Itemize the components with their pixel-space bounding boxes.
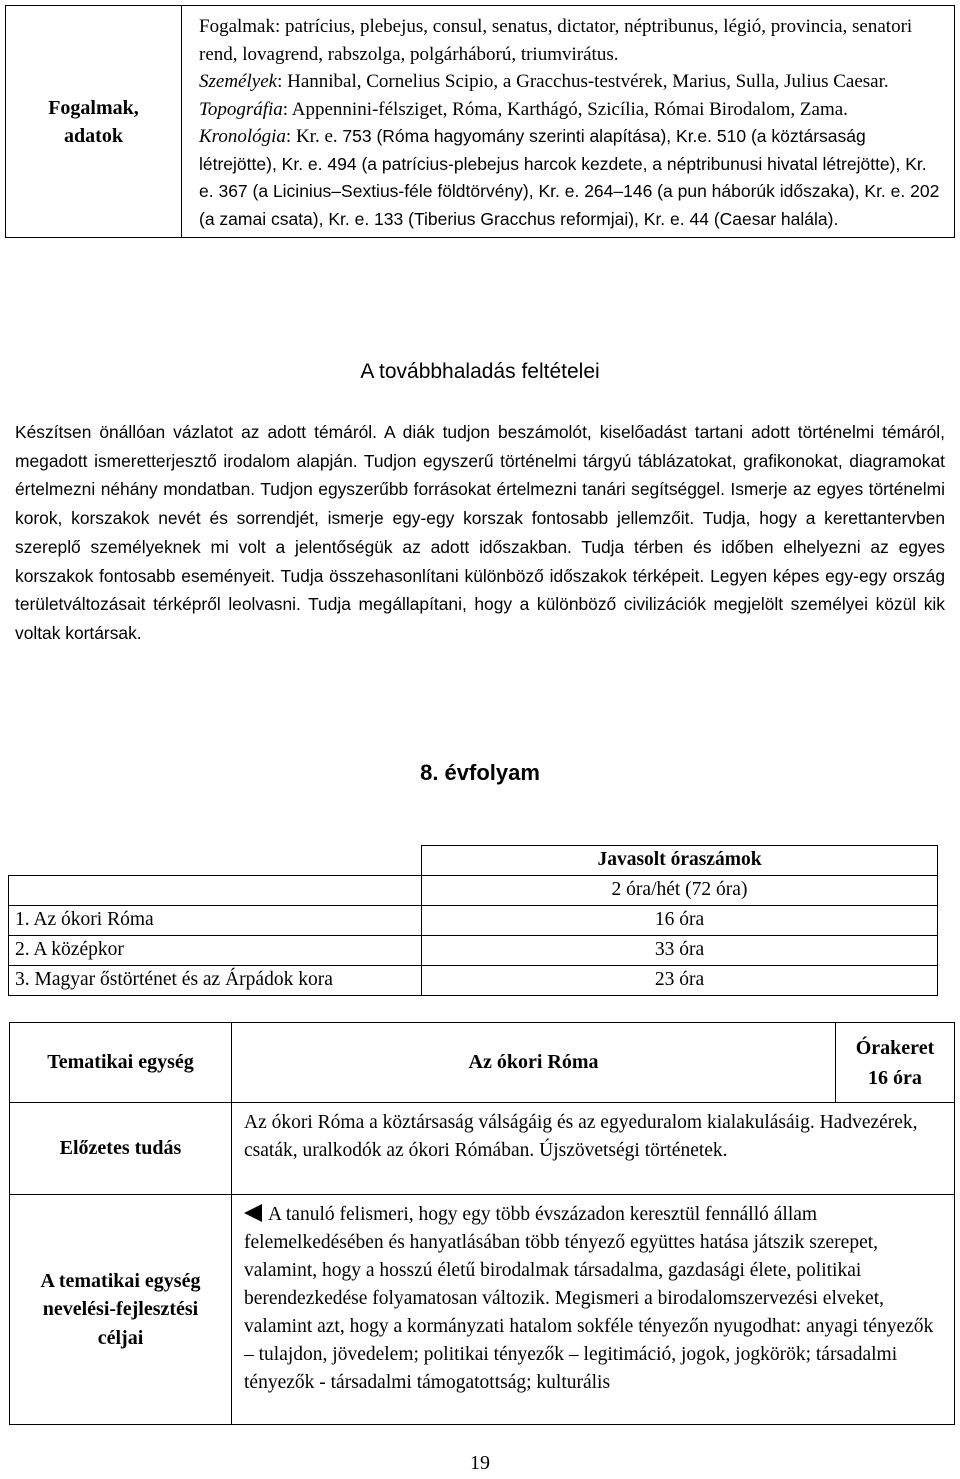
celok-cell <box>232 1195 955 1425</box>
left-triangle-icon <box>244 1204 262 1222</box>
unit-header-row <box>10 1023 955 1103</box>
fogalmak-line <box>199 13 944 68</box>
unit-table <box>9 1022 955 1425</box>
orakeret-label: Órakeret <box>855 1036 935 1059</box>
topografia-text: : Appennini-félsziget, Róma, Karthágó, Szicília, Római Birodalom, Zama. <box>282 98 848 120</box>
concepts-content-cell <box>182 6 955 238</box>
hours-subheader: 2 óra/hét (72 óra) <box>422 876 938 906</box>
szemelyek-text: : Hannibal, Cornelius Scipio, a Gracchus-testvérek, Marius, Sulla, Julius Caesar. <box>277 71 889 92</box>
hours-topic: 1. Az ókori Róma <box>9 906 422 936</box>
fogalmak-text: : patrícius, plebejus, consul, senatus, dictator, néptribunus, légió, provincia, senatori rend, lovagrend, rabszolga, polgárháború, triumvirátus. <box>199 16 913 65</box>
topografia-lead: Topográfia <box>199 98 283 120</box>
kronologia-lead: Kronológia <box>199 126 286 147</box>
section-heading: A továbbhaladás feltételei <box>360 360 600 383</box>
hours-topic: 3. Magyar őstörténet és az Árpádok kora <box>9 966 422 996</box>
celok-label: A tematikai egység nevelési-fejlesztési céljai <box>10 1195 232 1425</box>
kronologia-start: : Kr. e. <box>285 126 343 147</box>
tematikai-label: Tematikai egység <box>10 1023 232 1103</box>
fogalmak-lead: Fogalmak <box>199 16 275 37</box>
unit-goals-row <box>10 1195 955 1425</box>
kronologia-text: 753 (Róma hagyomány szerinti alapítása), Kr.e. 510 (a köztársaság létrejötte), Kr. e. 494 (a patrícius-plebejus harcok kezdete, a néptribunusi hivatal létrejötte), Kr. e. 367 (a Licinius–Sextius-féle földtörvény), Kr. e. 264–146 (a pun háborúk időszaka), Kr. e. 202 (a zamai csata), Kr. e. 133 (Tiberius Gracchus reformjai), Kr. e. 44 (Caesar halála). <box>199 126 940 229</box>
concepts-label-line2: adatok <box>64 124 123 147</box>
unit-title: Az ókori Róma <box>232 1023 836 1103</box>
table-row <box>9 936 938 966</box>
unit-prior-row <box>10 1103 955 1195</box>
hours-value: 23 óra <box>422 966 938 996</box>
hours-header-row <box>9 846 938 876</box>
celok-text: A tanuló felismeri, hogy egy több évszázadon keresztül fennálló állam felemelkedésében és hanyatlásában több tényező együttes hatása játszik szerepet, valamint, hogy a hosszú életű birodalmak társadalma, gazdasági élete, politikai berendezkedése folyamatosan változik. Megismeri a birodalomszervezési elveket, valamint azt, hogy a kormányzati hatalom sokféle tényezőn nyugodhat: anyagi tényezők – tulajdon, jövedelem; politikai tényezők – legitimáció, jogok, jogkörök; társadalmi tényezők - társadalmi támogatottság; kulturális <box>244 1204 934 1393</box>
table-row <box>9 966 938 996</box>
hours-subheader-row <box>9 876 938 906</box>
concepts-table <box>5 5 955 238</box>
concepts-label-cell <box>6 6 182 238</box>
topografia-line <box>199 96 944 124</box>
szemelyek-lead: Személyek <box>199 71 278 92</box>
hours-table <box>8 845 938 996</box>
szemelyek-line <box>199 68 944 96</box>
orakeret-value: 16 óra <box>868 1066 922 1089</box>
hours-header: Javasolt óraszámok <box>422 846 938 876</box>
concepts-label-line1: Fogalmak, <box>48 96 139 119</box>
elozetes-text: Az ókori Róma a köztársaság válságáig és az egyeduralom kialakulásáig. Hadvezérek, csaták, uralkodók az ókori Rómában. Újszövetségi történetek. <box>232 1103 955 1195</box>
elozetes-label: Előzetes tudás <box>10 1103 232 1195</box>
hours-topic: 2. A középkor <box>9 936 422 966</box>
requirements-paragraph: Készítsen önállóan vázlatot az adott témáról. A diák tudjon beszámolót, kiselőadást tartani adott történelmi témáról, megadott ismeretterjesztő irodalom alapján. Tudjon egyszerű történelmi tárgyú táblázatokat, grafikonokat, diagramokat értelmezni néhány mondatban. Tudjon egyszerűbb forrásokat értelmezni tanári segítséggel. Ismerje az egyes történelmi korok, korszakok nevét és sorrendjét, ismerje egy-egy korszak fontosabb jellemzőit. Tudja, hogy a kerettantervben szereplő személyeknek mi volt a jelentőségük az adott időszakban. Tudja térben és időben elhelyezni az egyes korszakok fontosabb eseményeit. Tudja összehasonlítani különböző időszakok térképeit. Legyen képes egy-egy ország területváltozásait térképről leolvasni. Tudja megállapítani, hogy a különböző civilizációk megjelölt személyei közül kik voltak kortársak. <box>15 422 945 643</box>
page-number: 19 <box>470 1452 490 1474</box>
hours-value: 33 óra <box>422 936 938 966</box>
orakeret-cell <box>836 1023 955 1103</box>
table-row <box>9 906 938 936</box>
kronologia-line <box>199 123 944 233</box>
hours-value: 16 óra <box>422 906 938 936</box>
grade-heading: 8. évfolyam <box>420 760 540 785</box>
